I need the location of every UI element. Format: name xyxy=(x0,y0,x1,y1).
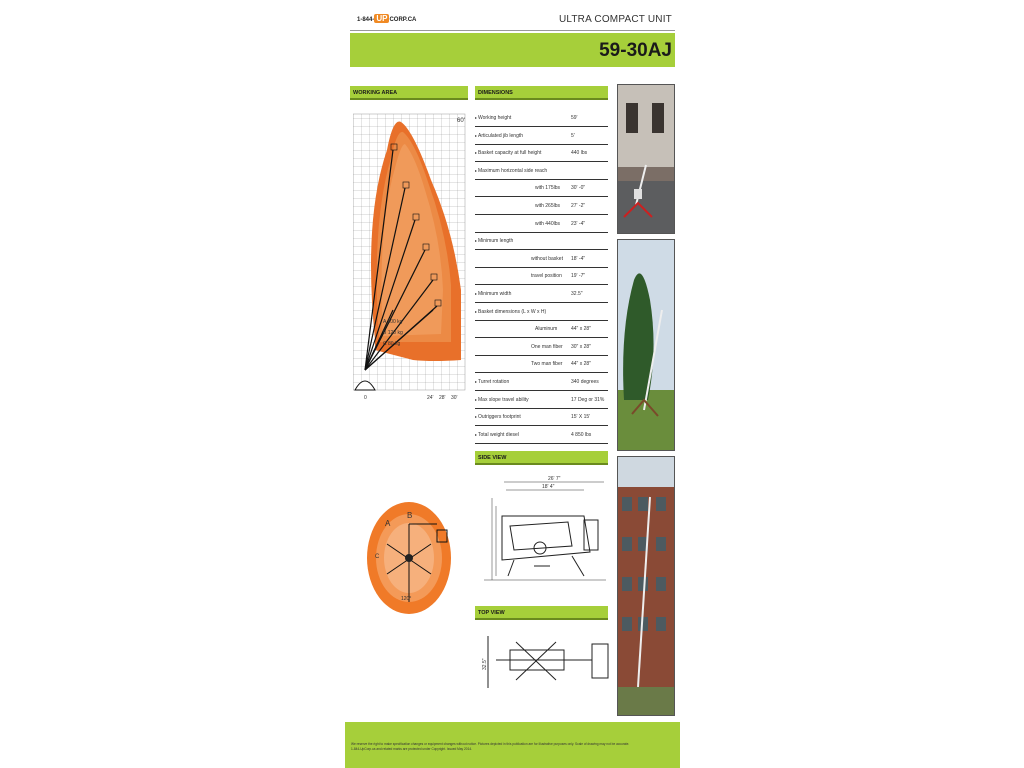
logo-up: UP xyxy=(376,14,388,23)
dimension-value: 27' -2" xyxy=(571,203,586,209)
dimension-row xyxy=(475,286,608,303)
dimension-value: 340 degrees xyxy=(571,379,599,385)
chart-x-label-1: 24' xyxy=(427,395,434,401)
side-view-length-label: 26' 7" xyxy=(548,476,561,482)
dimension-row xyxy=(475,392,608,409)
dimension-row xyxy=(475,339,608,356)
dimension-row xyxy=(475,180,608,197)
side-view-drawing xyxy=(480,476,610,586)
dimension-label: One man fiber xyxy=(531,343,563,350)
dimension-row xyxy=(475,145,608,162)
working-area-diagram xyxy=(353,110,475,410)
dimension-value: 30' -0" xyxy=(571,185,586,192)
dimension-label: Two man fiber xyxy=(531,361,563,368)
turret-angle-label: 120° xyxy=(401,596,412,602)
dimension-row xyxy=(475,216,608,233)
footer-copyright: 1-844-UpCorp.ca and related marks are protected under Copyright. Issued May 2014. xyxy=(351,747,473,751)
turret-label-b: B xyxy=(407,511,413,520)
logo-prefix: 1-844- xyxy=(357,17,375,23)
dimension-value: 19' -7" xyxy=(571,273,586,280)
dimension-row xyxy=(475,304,608,321)
photo-building-lift xyxy=(617,84,675,234)
model-number: 59-30AJ xyxy=(599,40,672,61)
dimension-row xyxy=(475,321,608,338)
dimension-label: without basket xyxy=(531,255,563,262)
dimension-label: ▸ Working height xyxy=(475,115,511,121)
dimension-row xyxy=(475,356,608,373)
dimension-row xyxy=(475,409,608,426)
dimension-value: 15' X 15' xyxy=(571,414,591,421)
dimension-value: 59' xyxy=(571,115,578,121)
spec-sheet xyxy=(345,0,680,768)
capacity-label-b: B 120 kg xyxy=(383,330,403,336)
dimension-label: ▸ Maximum horizontal side reach xyxy=(475,168,547,174)
dimension-label: ▸ Turret rotation xyxy=(475,379,509,385)
dimension-row xyxy=(475,374,608,391)
unit-type-label: ULTRA COMPACT UNIT xyxy=(558,14,672,25)
dimension-value: 23' -4" xyxy=(571,220,586,227)
dimension-value: 44" x 28" xyxy=(571,326,591,333)
dimension-value: 32.5" xyxy=(571,291,583,297)
dimension-value: 440 lbs xyxy=(571,150,588,157)
dimension-row xyxy=(475,427,608,444)
dimension-label: travel position xyxy=(531,273,562,280)
dimension-label: ▸ Minimum length xyxy=(475,238,513,244)
dimension-label: ▸ Max slope travel ability xyxy=(475,397,529,403)
top-view-width-label: 32.5" xyxy=(482,658,488,670)
working-area-header: WORKING AREA xyxy=(350,86,468,100)
chart-x-label-3: 30' xyxy=(451,395,458,401)
dimension-label: ▸ Basket capacity at full height xyxy=(475,150,541,156)
dimension-value: 5' xyxy=(571,132,575,139)
dimension-row xyxy=(475,128,608,145)
dimension-label: with 265lbs xyxy=(535,203,561,209)
chart-x-label-0: 0 xyxy=(364,395,367,401)
turret-label-a: A xyxy=(385,519,391,528)
dimension-value: 17 Deg or 31% xyxy=(571,396,605,403)
dimension-label: ▸ Minimum width xyxy=(475,291,511,297)
dimension-row xyxy=(475,268,608,285)
company-logo[interactable] xyxy=(357,14,416,23)
dimension-row xyxy=(475,110,608,127)
chart-height-label: 60' xyxy=(457,118,465,124)
photo-tree-lift xyxy=(617,239,675,451)
dimension-label: ▸ Total weight diesel xyxy=(475,432,519,438)
side-view-header: SIDE VIEW xyxy=(475,451,608,465)
dimension-value: 30" x 28" xyxy=(571,343,591,350)
dimension-row xyxy=(475,233,608,250)
header-divider xyxy=(350,30,675,31)
capacity-label-c: C 80 kg xyxy=(383,341,401,347)
dimension-value: 18' -4" xyxy=(571,255,586,262)
dimension-row xyxy=(475,163,608,180)
dimensions-header: DIMENSIONS xyxy=(475,86,608,100)
turret-label-c: C xyxy=(375,554,380,560)
turret-rotation-diagram xyxy=(367,484,477,634)
dimension-label: with 175lbs xyxy=(535,185,561,192)
dimension-label: ▸ Basket dimensions (L x W x H) xyxy=(475,309,546,315)
dimension-value: 44" x 28" xyxy=(571,361,591,368)
top-view-drawing xyxy=(480,628,610,696)
dimension-label: Aluminum xyxy=(535,326,558,333)
chart-x-label-2: 28' xyxy=(439,395,446,401)
dimension-label: ▸ Outriggers footprint xyxy=(475,414,521,420)
dimension-label: ▸ Articulated jib length xyxy=(475,133,523,139)
top-view-header: TOP VIEW xyxy=(475,606,608,620)
logo-suffix: CORP.CA xyxy=(389,17,417,23)
dimension-row xyxy=(475,251,608,268)
dimension-row xyxy=(475,198,608,215)
side-view-stowed-length-label: 18' 4" xyxy=(542,484,555,490)
photo-apartment-lift xyxy=(617,456,675,716)
dimension-label: with 440lbs xyxy=(535,220,561,227)
footer-disclaimer: We reserve the right to make specification changes or equipment changes without notice. Pictures depicted in this publication are for illustrative purposes only. Scale of drawing may not be accurate. xyxy=(351,742,630,746)
capacity-label-a: A 200 kg xyxy=(383,319,403,325)
dimension-value: 4 850 lbs xyxy=(571,431,592,438)
footer-banner xyxy=(345,722,680,768)
